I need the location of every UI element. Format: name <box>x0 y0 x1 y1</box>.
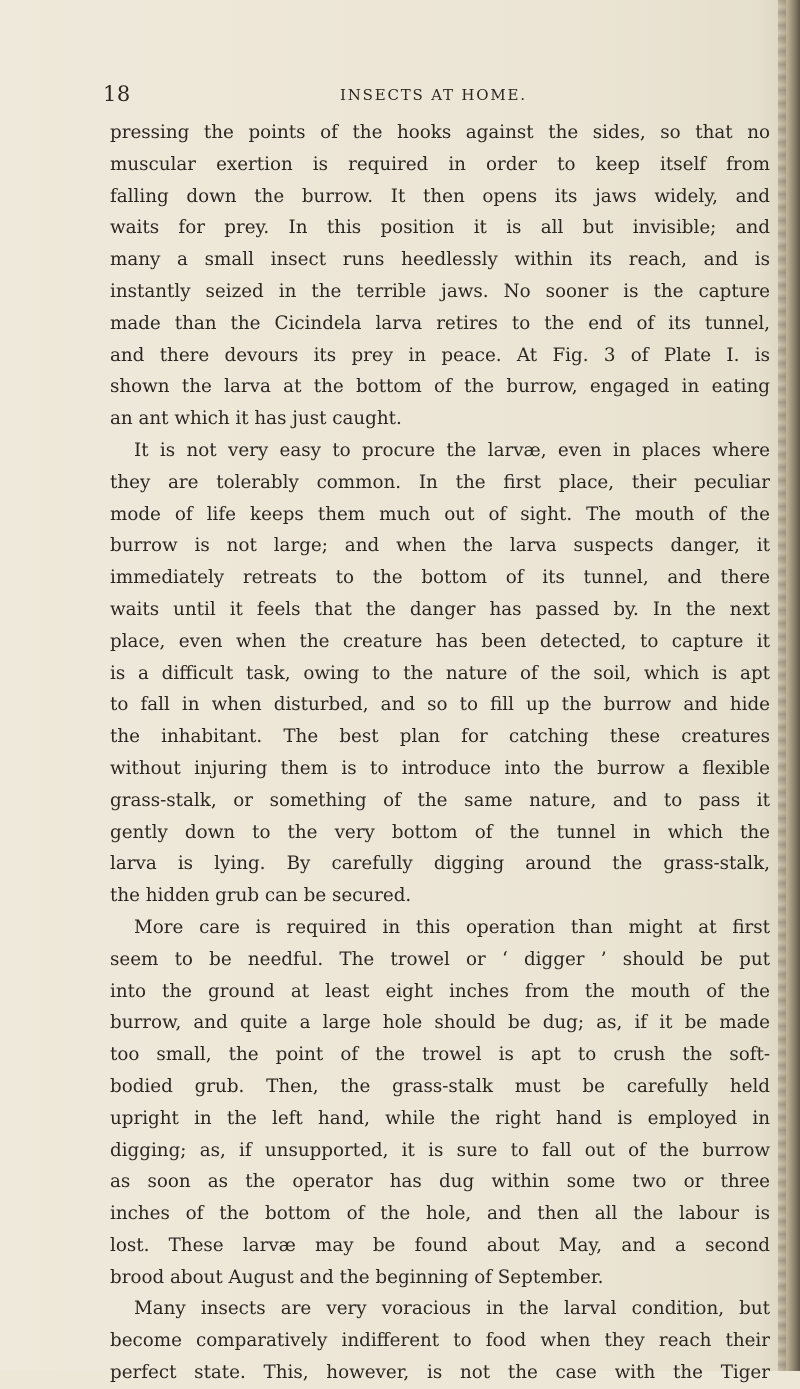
text-line: waits until it feels that the danger has passed by. In the next <box>110 598 770 620</box>
text-line: It is not very easy to procure the larvæ, even in places where <box>134 439 770 461</box>
running-head: INSECTS AT HOME. <box>340 86 527 104</box>
text-line: digging; as, if unsupported, it is sure to fall out of the burrow <box>110 1139 770 1161</box>
page-header <box>0 82 800 112</box>
text-line: falling down the burrow. It then opens its jaws widely, and <box>110 185 770 207</box>
text-line: More care is required in this operation than might at first <box>134 916 770 938</box>
text-line: instantly seized in the terrible jaws. No sooner is the capture <box>110 280 770 302</box>
text-line: the inhabitant. The best plan for catching these creatures <box>110 726 770 748</box>
text-line: shown the larva at the bottom of the burrow, engaged in eating <box>110 376 770 398</box>
text-line: mode of life keeps them much out of sight. The mouth of the <box>110 503 770 525</box>
text-line: waits for prey. In this position it is all but invisible; and <box>110 217 770 239</box>
text-line: pressing the points of the hooks against the sides, so that no <box>110 122 770 143</box>
text-line: Many insects are very voracious in the larval condition, but <box>134 1298 770 1320</box>
text-line: brood about August and the beginning of September. <box>110 1266 604 1288</box>
body-text <box>110 117 770 1389</box>
text-line: grass-stalk, or something of the same nature, and to pass it <box>110 789 770 811</box>
text-line: become comparatively indifferent to food when they reach their <box>110 1330 770 1352</box>
text-line: they are tolerably common. In the first place, their peculiar <box>110 471 770 493</box>
text-line: without injuring them is to introduce into the burrow a flexible <box>110 757 770 779</box>
text-line: burrow, and quite a large hole should be dug; as, if it be made <box>110 1012 770 1034</box>
text-line: the hidden grub can be secured. <box>110 885 412 907</box>
text-line: seem to be needful. The trowel or ‘ digger ’ should be put <box>110 948 770 970</box>
text-line: bodied grub. Then, the grass-stalk must be carefully held <box>110 1075 770 1097</box>
text-line: place, even when the creature has been detected, to capture it <box>110 630 770 652</box>
text-line: too small, the point of the trowel is apt to crush the soft- <box>110 1044 770 1066</box>
text-line: perfect state. This, however, is not the case with the Tiger <box>110 1362 770 1384</box>
text-line: into the ground at least eight inches from the mouth of the <box>110 980 770 1002</box>
text-line: gently down to the very bottom of the tunnel in which the <box>110 821 770 843</box>
text-line: larva is lying. By carefully digging around the grass-stalk, <box>110 853 770 875</box>
page-number: 18 <box>103 82 131 106</box>
text-line: as soon as the operator has dug within some two or three <box>110 1171 770 1193</box>
text-line: burrow is not large; and when the larva suspects danger, it <box>110 535 770 557</box>
text-line: is a difficult task, owing to the nature of the soil, which is apt <box>110 662 770 684</box>
page-edge-shadow <box>778 0 786 1371</box>
text-line: many a small insect runs heedlessly within its reach, and is <box>110 249 770 271</box>
text-line: upright in the left hand, while the right hand is employed in <box>110 1107 770 1129</box>
text-line: immediately retreats to the bottom of its tunnel, and there <box>110 567 770 589</box>
text-line: muscular exertion is required in order to keep itself from <box>110 153 770 175</box>
text-line: and there devours its prey in peace. At Fig. 3 of Plate I. is <box>110 344 770 366</box>
text-line: inches of the bottom of the hole, and then all the labour is <box>110 1203 770 1225</box>
text-line: made than the Cicindela larva retires to the end of its tunnel, <box>110 312 770 334</box>
text-line: to fall in when disturbed, and so to fill up the burrow and hide <box>110 694 770 716</box>
text-line: lost. These larvæ may be found about May, and a second <box>110 1234 770 1256</box>
text-line: an ant which it has just caught. <box>110 408 402 430</box>
